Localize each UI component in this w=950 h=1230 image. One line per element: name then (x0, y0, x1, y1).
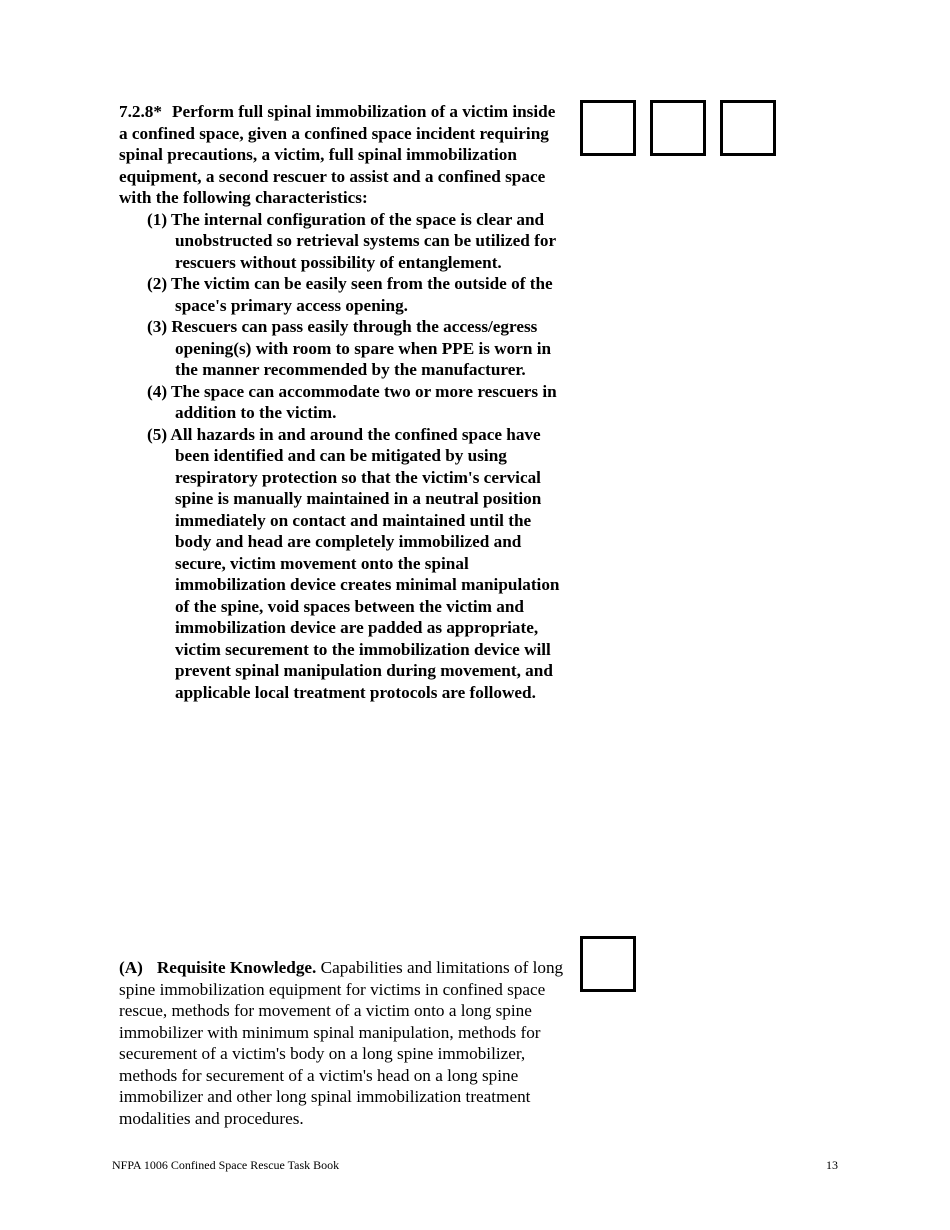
condition-number: (1) (147, 209, 168, 229)
condition-item (119, 273, 567, 316)
footer-title: NFPA 1006 Confined Space Rescue Task Book (112, 1158, 340, 1172)
condition-number: (4) (147, 381, 168, 401)
task-7-2-8 (119, 101, 567, 703)
condition-item (119, 316, 567, 381)
condition-item (119, 424, 567, 704)
condition-text: All hazards in and around the confined space have been identified and can be mitigated by using respiratory protection so that the victim's cervical spine is manually maintained in a neutral position immediately on contact and maintained until the body and head are completely immobilized and secure, victim movement onto the spinal immobilization device creates minimal manipulation of the spine, void spaces between the victim and immobilization device are padded as appropriate, victim securement to the immobilization device will prevent spinal manipulation during movement, and applicable local treatment protocols are followed. (170, 424, 560, 702)
condition-text: The victim can be easily seen from the outside of the space's primary access opening. (171, 274, 553, 315)
knowledge-checkbox[interactable] (580, 936, 636, 992)
task-text: Perform full spinal immobilization of a victim inside a confined space, given a confined space incident requiring spinal precautions, a victim, full spinal immobilization equipment, a second rescuer to assist and a confined space with the following characteristics: (119, 102, 556, 207)
condition-item (119, 209, 567, 274)
requisite-knowledge (119, 957, 567, 1129)
condition-text: Rescuers can pass easily through the access/egress opening(s) with room to spare when PPE is worn in the manner recommended by the manufacturer. (171, 317, 552, 379)
condition-number: (5) (147, 424, 168, 444)
condition-text: The internal configuration of the space is clear and unobstructed so retrieval systems can be utilized for rescuers without possibility of entanglement. (171, 209, 556, 272)
task-statement (119, 101, 567, 209)
signoff-checkbox-3[interactable] (720, 100, 776, 156)
condition-item (119, 381, 567, 424)
condition-number: (2) (147, 274, 168, 293)
knowledge-title: Requisite Knowledge. (156, 958, 317, 977)
task-number: 7.2.8* (119, 102, 162, 121)
signoff-checkbox-2[interactable] (650, 100, 706, 156)
knowledge-label: (A) (119, 958, 143, 977)
condition-number: (3) (147, 317, 168, 336)
page-number: 13 (826, 1158, 838, 1172)
knowledge-text: Capabilities and limitations of long spine immobilization equipment for victims in confined space rescue, methods for movement of a victim onto a long spine immobilizer with minimum spinal manipulation, methods for securement of a victim's body on a long spine immobilizer, methods for securement of a victim's head on a long spine immobilizer and other long spinal immobilization treatment modalities and procedures. (119, 958, 564, 1128)
conditions-list (119, 209, 567, 704)
signoff-checkbox-1[interactable] (580, 100, 636, 156)
condition-text: The space can accommodate two or more rescuers in addition to the victim. (171, 381, 557, 422)
